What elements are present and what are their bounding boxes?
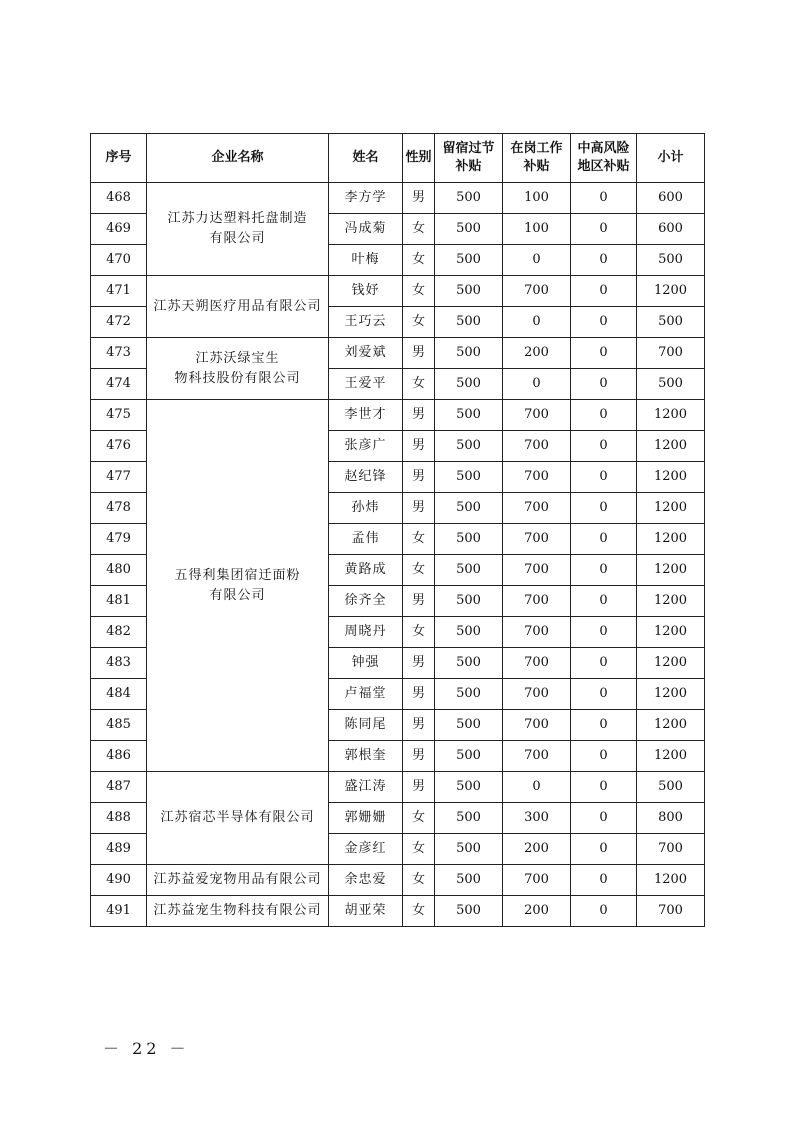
cell-name: 余忠爱 bbox=[329, 865, 403, 896]
cell-stay-subsidy: 500 bbox=[435, 183, 503, 214]
cell-subtotal: 700 bbox=[637, 338, 705, 369]
cell-name: 周晓丹 bbox=[329, 617, 403, 648]
cell-stay-subsidy: 500 bbox=[435, 214, 503, 245]
cell-subtotal: 500 bbox=[637, 245, 705, 276]
cell-subtotal: 1200 bbox=[637, 524, 705, 555]
cell-gender: 女 bbox=[403, 896, 435, 927]
cell-work-subsidy: 700 bbox=[503, 648, 571, 679]
cell-gender: 女 bbox=[403, 214, 435, 245]
cell-risk-subsidy: 0 bbox=[571, 896, 637, 927]
cell-subtotal: 1200 bbox=[637, 865, 705, 896]
cell-subtotal: 600 bbox=[637, 214, 705, 245]
cell-subtotal: 1200 bbox=[637, 617, 705, 648]
subsidy-table bbox=[90, 133, 705, 927]
cell-seq: 468 bbox=[91, 183, 147, 214]
cell-risk-subsidy: 0 bbox=[571, 462, 637, 493]
cell-subtotal: 1200 bbox=[637, 741, 705, 772]
cell-name: 王爱平 bbox=[329, 369, 403, 400]
cell-name: 金彦红 bbox=[329, 834, 403, 865]
cell-risk-subsidy: 0 bbox=[571, 338, 637, 369]
table-row bbox=[91, 400, 705, 431]
cell-stay-subsidy: 500 bbox=[435, 338, 503, 369]
table-row bbox=[91, 338, 705, 369]
cell-work-subsidy: 700 bbox=[503, 493, 571, 524]
cell-risk-subsidy: 0 bbox=[571, 834, 637, 865]
cell-risk-subsidy: 0 bbox=[571, 214, 637, 245]
cell-subtotal: 1200 bbox=[637, 276, 705, 307]
table-row bbox=[91, 183, 705, 214]
cell-risk-subsidy: 0 bbox=[571, 307, 637, 338]
cell-stay-subsidy: 500 bbox=[435, 462, 503, 493]
cell-risk-subsidy: 0 bbox=[571, 586, 637, 617]
cell-name: 张彦广 bbox=[329, 431, 403, 462]
cell-name: 孙炜 bbox=[329, 493, 403, 524]
cell-name: 赵纪锋 bbox=[329, 462, 403, 493]
cell-company: 江苏天朔医疗用品有限公司 bbox=[147, 276, 329, 338]
cell-risk-subsidy: 0 bbox=[571, 183, 637, 214]
cell-gender: 女 bbox=[403, 555, 435, 586]
cell-subtotal: 1200 bbox=[637, 586, 705, 617]
cell-work-subsidy: 200 bbox=[503, 834, 571, 865]
cell-subtotal: 800 bbox=[637, 803, 705, 834]
cell-gender: 女 bbox=[403, 369, 435, 400]
cell-gender: 女 bbox=[403, 865, 435, 896]
cell-work-subsidy: 100 bbox=[503, 214, 571, 245]
cell-seq: 488 bbox=[91, 803, 147, 834]
cell-gender: 男 bbox=[403, 431, 435, 462]
cell-seq: 480 bbox=[91, 555, 147, 586]
cell-stay-subsidy: 500 bbox=[435, 679, 503, 710]
cell-subtotal: 1200 bbox=[637, 679, 705, 710]
header-work-subsidy: 在岗工作 补贴 bbox=[503, 134, 571, 183]
cell-stay-subsidy: 500 bbox=[435, 369, 503, 400]
cell-gender: 女 bbox=[403, 276, 435, 307]
cell-stay-subsidy: 500 bbox=[435, 772, 503, 803]
cell-name: 盛江涛 bbox=[329, 772, 403, 803]
cell-name: 李世才 bbox=[329, 400, 403, 431]
cell-work-subsidy: 700 bbox=[503, 462, 571, 493]
cell-stay-subsidy: 500 bbox=[435, 431, 503, 462]
cell-name: 冯成菊 bbox=[329, 214, 403, 245]
cell-risk-subsidy: 0 bbox=[571, 276, 637, 307]
cell-work-subsidy: 700 bbox=[503, 276, 571, 307]
cell-seq: 475 bbox=[91, 400, 147, 431]
cell-work-subsidy: 100 bbox=[503, 183, 571, 214]
cell-company: 五得利集团宿迁面粉 有限公司 bbox=[147, 400, 329, 772]
cell-gender: 女 bbox=[403, 617, 435, 648]
cell-work-subsidy: 0 bbox=[503, 307, 571, 338]
cell-work-subsidy: 300 bbox=[503, 803, 571, 834]
cell-gender: 女 bbox=[403, 245, 435, 276]
cell-seq: 482 bbox=[91, 617, 147, 648]
table-row bbox=[91, 772, 705, 803]
cell-company: 江苏沃绿宝生 物科技股份有限公司 bbox=[147, 338, 329, 400]
cell-seq: 487 bbox=[91, 772, 147, 803]
cell-subtotal: 600 bbox=[637, 183, 705, 214]
cell-seq: 486 bbox=[91, 741, 147, 772]
cell-seq: 474 bbox=[91, 369, 147, 400]
cell-work-subsidy: 700 bbox=[503, 431, 571, 462]
cell-seq: 491 bbox=[91, 896, 147, 927]
table-row bbox=[91, 896, 705, 927]
header-risk-subsidy: 中高风险 地区补贴 bbox=[571, 134, 637, 183]
cell-name: 钟强 bbox=[329, 648, 403, 679]
cell-name: 胡亚荣 bbox=[329, 896, 403, 927]
cell-gender: 女 bbox=[403, 524, 435, 555]
cell-work-subsidy: 700 bbox=[503, 400, 571, 431]
cell-stay-subsidy: 500 bbox=[435, 400, 503, 431]
cell-stay-subsidy: 500 bbox=[435, 307, 503, 338]
cell-seq: 472 bbox=[91, 307, 147, 338]
cell-subtotal: 700 bbox=[637, 896, 705, 927]
cell-stay-subsidy: 500 bbox=[435, 710, 503, 741]
cell-risk-subsidy: 0 bbox=[571, 710, 637, 741]
cell-stay-subsidy: 500 bbox=[435, 741, 503, 772]
cell-company: 江苏宿芯半导体有限公司 bbox=[147, 772, 329, 865]
cell-stay-subsidy: 500 bbox=[435, 803, 503, 834]
cell-stay-subsidy: 500 bbox=[435, 555, 503, 586]
cell-stay-subsidy: 500 bbox=[435, 834, 503, 865]
cell-subtotal: 1200 bbox=[637, 555, 705, 586]
cell-stay-subsidy: 500 bbox=[435, 896, 503, 927]
cell-seq: 469 bbox=[91, 214, 147, 245]
cell-seq: 490 bbox=[91, 865, 147, 896]
cell-gender: 男 bbox=[403, 741, 435, 772]
cell-subtotal: 500 bbox=[637, 369, 705, 400]
cell-stay-subsidy: 500 bbox=[435, 276, 503, 307]
table-row bbox=[91, 276, 705, 307]
cell-risk-subsidy: 0 bbox=[571, 617, 637, 648]
cell-gender: 男 bbox=[403, 648, 435, 679]
header-subtotal: 小计 bbox=[637, 134, 705, 183]
cell-name: 孟伟 bbox=[329, 524, 403, 555]
table-body bbox=[91, 183, 705, 927]
cell-seq: 470 bbox=[91, 245, 147, 276]
cell-subtotal: 1200 bbox=[637, 710, 705, 741]
cell-name: 卢福堂 bbox=[329, 679, 403, 710]
header-gender: 性别 bbox=[403, 134, 435, 183]
cell-work-subsidy: 0 bbox=[503, 772, 571, 803]
cell-name: 郭根奎 bbox=[329, 741, 403, 772]
cell-work-subsidy: 700 bbox=[503, 617, 571, 648]
cell-subtotal: 1200 bbox=[637, 462, 705, 493]
cell-name: 刘爱斌 bbox=[329, 338, 403, 369]
header-name: 姓名 bbox=[329, 134, 403, 183]
cell-seq: 483 bbox=[91, 648, 147, 679]
cell-seq: 478 bbox=[91, 493, 147, 524]
cell-risk-subsidy: 0 bbox=[571, 772, 637, 803]
cell-work-subsidy: 700 bbox=[503, 524, 571, 555]
cell-risk-subsidy: 0 bbox=[571, 431, 637, 462]
cell-company: 江苏益爱宠物用品有限公司 bbox=[147, 865, 329, 896]
cell-seq: 479 bbox=[91, 524, 147, 555]
cell-work-subsidy: 700 bbox=[503, 555, 571, 586]
cell-gender: 女 bbox=[403, 307, 435, 338]
cell-risk-subsidy: 0 bbox=[571, 803, 637, 834]
cell-gender: 男 bbox=[403, 462, 435, 493]
cell-work-subsidy: 0 bbox=[503, 369, 571, 400]
cell-name: 郭姗姗 bbox=[329, 803, 403, 834]
cell-subtotal: 1200 bbox=[637, 648, 705, 679]
cell-seq: 476 bbox=[91, 431, 147, 462]
cell-gender: 男 bbox=[403, 710, 435, 741]
cell-risk-subsidy: 0 bbox=[571, 245, 637, 276]
cell-work-subsidy: 700 bbox=[503, 710, 571, 741]
cell-work-subsidy: 700 bbox=[503, 586, 571, 617]
cell-stay-subsidy: 500 bbox=[435, 617, 503, 648]
cell-seq: 471 bbox=[91, 276, 147, 307]
cell-name: 徐齐全 bbox=[329, 586, 403, 617]
cell-work-subsidy: 200 bbox=[503, 338, 571, 369]
cell-subtotal: 500 bbox=[637, 307, 705, 338]
header-stay-subsidy: 留宿过节 补贴 bbox=[435, 134, 503, 183]
cell-risk-subsidy: 0 bbox=[571, 400, 637, 431]
cell-stay-subsidy: 500 bbox=[435, 524, 503, 555]
cell-risk-subsidy: 0 bbox=[571, 865, 637, 896]
cell-subtotal: 1200 bbox=[637, 493, 705, 524]
cell-gender: 男 bbox=[403, 400, 435, 431]
cell-seq: 484 bbox=[91, 679, 147, 710]
cell-subtotal: 700 bbox=[637, 834, 705, 865]
cell-seq: 473 bbox=[91, 338, 147, 369]
cell-risk-subsidy: 0 bbox=[571, 555, 637, 586]
cell-stay-subsidy: 500 bbox=[435, 586, 503, 617]
cell-name: 陈同尾 bbox=[329, 710, 403, 741]
cell-company: 江苏益宠生物科技有限公司 bbox=[147, 896, 329, 927]
cell-seq: 481 bbox=[91, 586, 147, 617]
cell-risk-subsidy: 0 bbox=[571, 679, 637, 710]
cell-gender: 男 bbox=[403, 772, 435, 803]
cell-gender: 女 bbox=[403, 834, 435, 865]
cell-company: 江苏力达塑料托盘制造 有限公司 bbox=[147, 183, 329, 276]
cell-name: 李方学 bbox=[329, 183, 403, 214]
cell-stay-subsidy: 500 bbox=[435, 493, 503, 524]
cell-name: 钱妤 bbox=[329, 276, 403, 307]
cell-seq: 485 bbox=[91, 710, 147, 741]
cell-risk-subsidy: 0 bbox=[571, 648, 637, 679]
cell-stay-subsidy: 500 bbox=[435, 648, 503, 679]
cell-stay-subsidy: 500 bbox=[435, 865, 503, 896]
cell-risk-subsidy: 0 bbox=[571, 524, 637, 555]
cell-name: 叶梅 bbox=[329, 245, 403, 276]
cell-risk-subsidy: 0 bbox=[571, 741, 637, 772]
cell-work-subsidy: 700 bbox=[503, 741, 571, 772]
cell-work-subsidy: 200 bbox=[503, 896, 571, 927]
cell-gender: 男 bbox=[403, 493, 435, 524]
cell-name: 王巧云 bbox=[329, 307, 403, 338]
cell-risk-subsidy: 0 bbox=[571, 493, 637, 524]
cell-work-subsidy: 0 bbox=[503, 245, 571, 276]
cell-seq: 489 bbox=[91, 834, 147, 865]
table-row bbox=[91, 865, 705, 896]
cell-subtotal: 1200 bbox=[637, 400, 705, 431]
cell-stay-subsidy: 500 bbox=[435, 245, 503, 276]
table-header-row bbox=[91, 134, 705, 183]
cell-work-subsidy: 700 bbox=[503, 865, 571, 896]
cell-gender: 男 bbox=[403, 183, 435, 214]
header-company: 企业名称 bbox=[147, 134, 329, 183]
cell-seq: 477 bbox=[91, 462, 147, 493]
cell-subtotal: 500 bbox=[637, 772, 705, 803]
cell-gender: 男 bbox=[403, 679, 435, 710]
cell-work-subsidy: 700 bbox=[503, 679, 571, 710]
page-number: － 22 － bbox=[103, 1039, 190, 1058]
cell-gender: 女 bbox=[403, 803, 435, 834]
cell-risk-subsidy: 0 bbox=[571, 369, 637, 400]
cell-name: 黄路成 bbox=[329, 555, 403, 586]
header-seq: 序号 bbox=[91, 134, 147, 183]
cell-gender: 男 bbox=[403, 586, 435, 617]
cell-subtotal: 1200 bbox=[637, 431, 705, 462]
cell-gender: 男 bbox=[403, 338, 435, 369]
